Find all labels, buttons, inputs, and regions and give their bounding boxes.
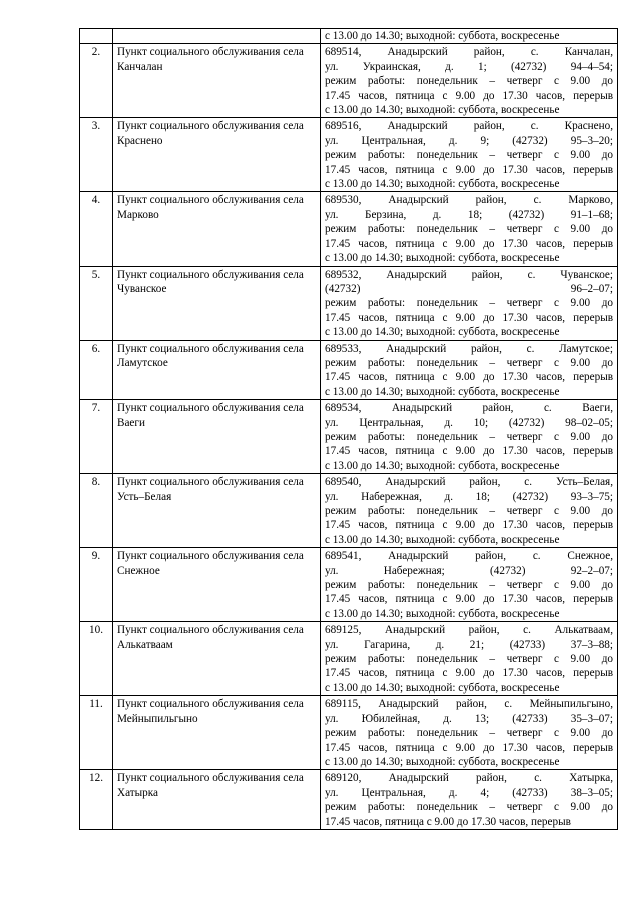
row-number — [80, 29, 113, 44]
row-number: 3. — [80, 118, 113, 192]
info-line: с 13.00 до 14.30; выходной: суббота, воскресенье — [325, 104, 560, 117]
service-point-name: Пункт социального обслуживания села Хатырка — [113, 770, 321, 830]
info-line: (42732) 96–2–07; — [325, 282, 613, 295]
info-line: с 13.00 до 14.30; выходной: суббота, воскресенье — [325, 607, 560, 620]
address-and-schedule — [321, 266, 618, 340]
table-row — [80, 266, 618, 340]
info-line: с 13.00 до 14.30; выходной: суббота, воскресенье — [325, 385, 560, 398]
row-number: 7. — [80, 400, 113, 474]
info-line: с 13.00 до 14.30; выходной: суббота, воскресенье — [325, 459, 560, 472]
service-point-name: Пункт социального обслуживания села Марково — [113, 192, 321, 266]
info-line: ул. Центральная, д. 9; (42732) 95–3–20; — [325, 134, 613, 147]
info-line: режим работы: понедельник – четверг с 9.00 до — [325, 653, 613, 666]
social-service-points-table — [79, 28, 618, 830]
info-line: с 13.00 до 14.30; выходной: суббота, воскресенье — [325, 533, 560, 546]
info-line: режим работы: понедельник – четверг с 9.00 до — [325, 801, 613, 814]
address-and-schedule — [321, 340, 618, 400]
table-row — [80, 622, 618, 696]
info-line: режим работы: понедельник – четверг с 9.00 до — [325, 297, 613, 310]
address-and-schedule — [321, 192, 618, 266]
info-line: с 13.00 до 14.30; выходной: суббота, воскресенье — [325, 681, 560, 694]
info-line: 17.45 часов, пятница с 9.00 до 17.30 часов, перерыв — [325, 741, 613, 754]
info-line: режим работы: понедельник – четверг с 9.00 до — [325, 149, 613, 162]
address-and-schedule — [321, 118, 618, 192]
info-line: 689516, Анадырский район, с. Краснено, — [325, 120, 613, 133]
service-point-name: Пункт социального обслуживания села Ламутское — [113, 340, 321, 400]
address-and-schedule — [321, 770, 618, 830]
info-line: 689534, Анадырский район, с. Ваеги, — [325, 402, 613, 415]
info-line: 17.45 часов, пятница с 9.00 до 17.30 часов, перерыв — [325, 163, 613, 176]
row-number: 9. — [80, 548, 113, 622]
table-row — [80, 696, 618, 770]
info-line: 17.45 часов, пятница с 9.00 до 17.30 часов, перерыв — [325, 89, 613, 102]
info-line: 689541, Анадырский район, с. Снежное, — [325, 550, 613, 563]
row-number: 4. — [80, 192, 113, 266]
info-line: 17.45 часов, пятница с 9.00 до 17.30 часов, перерыв — [325, 815, 571, 828]
address-and-schedule — [321, 696, 618, 770]
table-row — [80, 118, 618, 192]
row-number: 6. — [80, 340, 113, 400]
info-line: 689120, Анадырский район, с. Хатырка, — [325, 772, 613, 785]
service-point-name: Пункт социального обслуживания села Чуванское — [113, 266, 321, 340]
address-and-schedule — [321, 622, 618, 696]
table-row — [80, 770, 618, 830]
info-line: с 13.00 до 14.30; выходной: суббота, воскресенье — [325, 178, 560, 191]
address-and-schedule — [321, 44, 618, 118]
service-point-name: Пункт социального обслуживания села Ваеги — [113, 400, 321, 474]
table-row — [80, 44, 618, 118]
info-line: ул. Центральная, д. 10; (42732) 98–02–05; — [325, 416, 613, 429]
address-and-schedule — [321, 548, 618, 622]
info-line: 17.45 часов, пятница с 9.00 до 17.30 часов, перерыв — [325, 311, 613, 324]
table-row — [80, 548, 618, 622]
info-line: с 13.00 до 14.30; выходной: суббота, воскресенье — [325, 30, 560, 42]
info-line: 17.45 часов, пятница с 9.00 до 17.30 часов, перерыв — [325, 237, 613, 250]
info-line: 17.45 часов, пятница с 9.00 до 17.30 часов, перерыв — [325, 667, 613, 680]
service-point-name: Пункт социального обслуживания села Алькатваам — [113, 622, 321, 696]
info-line: ул. Набережная, д. 18; (42732) 93–3–75; — [325, 490, 613, 503]
address-and-schedule — [321, 29, 618, 44]
info-line: режим работы: понедельник – четверг с 9.00 до — [325, 356, 613, 369]
service-point-name — [113, 29, 321, 44]
info-line: ул. Юбилейная, д. 13; (42733) 35–3–07; — [325, 712, 613, 725]
info-line: 689530, Анадырский район, с. Марково, — [325, 194, 613, 207]
info-line: 689532, Анадырский район, с. Чуванское; — [325, 268, 613, 281]
info-line: 17.45 часов, пятница с 9.00 до 17.30 часов, перерыв — [325, 445, 613, 458]
row-number: 12. — [80, 770, 113, 830]
info-line: режим работы: понедельник – четверг с 9.00 до — [325, 75, 613, 88]
info-line: 689125, Анадырский район, с. Алькатваам, — [325, 624, 613, 637]
row-number: 11. — [80, 696, 113, 770]
table-row — [80, 474, 618, 548]
row-number: 8. — [80, 474, 113, 548]
row-number: 2. — [80, 44, 113, 118]
service-point-name: Пункт социального обслуживания села Канчалан — [113, 44, 321, 118]
row-number: 5. — [80, 266, 113, 340]
service-point-name: Пункт социального обслуживания села Мейныпильгыно — [113, 696, 321, 770]
service-point-name: Пункт социального обслуживания села Краснено — [113, 118, 321, 192]
info-line: режим работы: понедельник – четверг с 9.00 до — [325, 727, 613, 740]
info-line: 17.45 часов, пятница с 9.00 до 17.30 часов, перерыв — [325, 519, 613, 532]
service-point-name: Пункт социального обслуживания села Снежное — [113, 548, 321, 622]
info-line: с 13.00 до 14.30; выходной: суббота, воскресенье — [325, 755, 560, 768]
info-line: с 13.00 до 14.30; выходной: суббота, воскресенье — [325, 252, 560, 265]
table-row — [80, 340, 618, 400]
info-line: режим работы: понедельник – четверг с 9.00 до — [325, 579, 613, 592]
address-and-schedule — [321, 474, 618, 548]
info-line: 689533, Анадырский район, с. Ламутское; — [325, 342, 613, 355]
info-line: ул. Украинская, д. 1; (42732) 94–4–54; — [325, 60, 613, 73]
info-line: 689514, Анадырский район, с. Канчалан, — [325, 46, 613, 59]
info-line: 689540, Анадырский район, с. Усть–Белая, — [325, 476, 613, 489]
info-line: режим работы: понедельник – четверг с 9.00 до — [325, 223, 613, 236]
row-number: 10. — [80, 622, 113, 696]
info-line: режим работы: понедельник – четверг с 9.00 до — [325, 505, 613, 517]
service-point-name: Пункт социального обслуживания села Усть–Белая — [113, 474, 321, 548]
info-line: ул. Набережная; (42732) 92–2–07; — [325, 564, 613, 577]
table-row — [80, 400, 618, 474]
table-body — [80, 29, 618, 830]
table-row — [80, 29, 618, 44]
table-row — [80, 192, 618, 266]
info-line: с 13.00 до 14.30; выходной: суббота, воскресенье — [325, 326, 560, 339]
info-line: ул. Гагарина, д. 21; (42733) 37–3–88; — [325, 638, 613, 651]
info-line: ул. Центральная, д. 4; (42733) 38–3–05; — [325, 786, 613, 799]
info-line: ул. Берзина, д. 18; (42732) 91–1–68; — [325, 208, 613, 221]
info-line: режим работы: понедельник – четверг с 9.00 до — [325, 430, 613, 443]
address-and-schedule — [321, 400, 618, 474]
info-line: 17.45 часов, пятница с 9.00 до 17.30 часов, перерыв — [325, 371, 613, 384]
info-line: 17.45 часов, пятница с 9.00 до 17.30 часов, перерыв — [325, 593, 613, 606]
info-line: 689115, Анадырский район, с. Мейныпильгыно, — [325, 698, 613, 711]
